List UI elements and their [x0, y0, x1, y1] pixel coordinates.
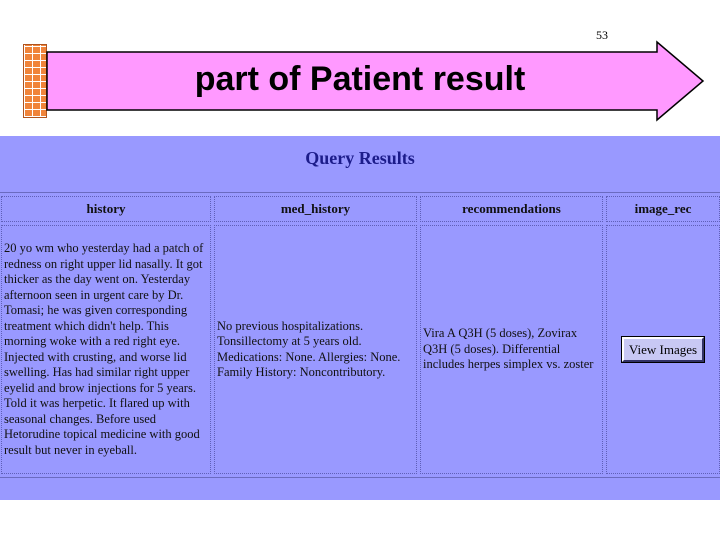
query-results-heading: Query Results: [305, 148, 415, 168]
table-header-row: [1, 196, 720, 222]
page-number: 53: [596, 28, 608, 42]
column-header-med-history: med_history: [214, 196, 417, 222]
med-history-cell: No previous hospitalizations. Tonsillectomy at 5 years old. Medications: None. Allergies: None. Family History: Noncontributory.: [214, 225, 417, 474]
view-images-button[interactable]: View Images: [622, 337, 704, 363]
history-cell: 20 yo wm who yesterday had a patch of redness on right upper lid nasally. It got thicker as the day went on. Yesterday afternoon seen in urgent care by Dr. Tomasi; he was given corresponding treatment which didn't help. This morning woke with a red right eye. Injected with crusting, and worse lid swelling. Has had similar right upper eyelid and brow injections for 5 years. Told it was herpetic. It flared up with seasonal changes. Before used Hetorudine topical medicine with good result but never in eyeball.: [1, 225, 211, 474]
query-results-screenshot: [0, 136, 720, 500]
column-header-recommendations: recommendations: [420, 196, 603, 222]
results-table: [0, 192, 720, 478]
recommendations-cell: Vira A Q3H (5 doses), Zovirax Q3H (5 doses). Differential includes herpes simplex vs. zoster: [420, 225, 603, 474]
column-header-history: history: [1, 196, 211, 222]
image-rec-cell: [606, 225, 720, 474]
table-row: [1, 225, 720, 474]
slide-title: part of Patient result: [194, 60, 526, 98]
column-header-image-rec: image_rec: [606, 196, 720, 222]
